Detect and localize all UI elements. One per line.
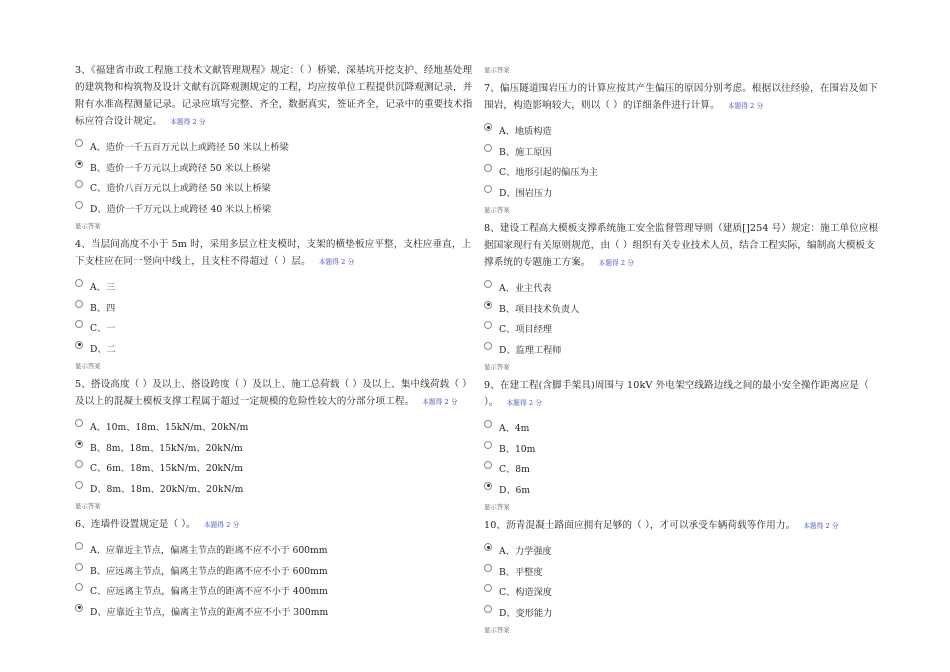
option-d[interactable] [484, 479, 884, 500]
radio-button[interactable] [75, 440, 83, 448]
option-label: A、10m、18m、15kN/m、20kN/m [90, 422, 249, 434]
question-6 [75, 516, 475, 621]
option-b[interactable] [484, 561, 884, 582]
option-list [484, 417, 884, 499]
question-10 [484, 517, 884, 635]
radio-button[interactable] [484, 164, 492, 172]
question-3 [75, 62, 475, 231]
option-list [484, 120, 884, 202]
radio-button[interactable] [484, 441, 492, 449]
option-list [75, 416, 475, 498]
question-text: 8、建设工程高大模板支撑系统施工安全监督管理导则（建质[]254 号）规定：施工单位应根据国家现行有关原则规范，由（ ）组织有关专业技术人员，结合工程实际，编制高大模板支撑系统的专题施工方案。 [484, 223, 879, 268]
question-text: 10、沥青混凝土路面应拥有足够的（ ），才可以承受车辆荷载等作用力。 [484, 520, 796, 531]
radio-button[interactable] [484, 420, 492, 428]
option-label: A、力学强度 [499, 546, 552, 558]
radio-button[interactable] [484, 321, 492, 329]
right-column [484, 62, 884, 640]
option-d[interactable] [484, 602, 884, 623]
option-label: D、6m [499, 484, 531, 496]
radio-button[interactable] [484, 564, 492, 572]
option-label: A、4m [499, 423, 530, 435]
option-label: B、8m、18m、15kN/m、20kN/m [90, 442, 243, 454]
score-label: 本题得 2 分 [506, 399, 543, 407]
option-c[interactable] [484, 458, 884, 479]
option-b[interactable] [75, 560, 475, 581]
option-d[interactable] [75, 338, 475, 359]
show-answer-link[interactable]: 显示答案 [75, 362, 101, 370]
option-label: C、8m [499, 464, 530, 476]
option-c[interactable] [484, 581, 884, 602]
option-label: C、一 [90, 323, 116, 335]
score-label: 本题得 2 分 [203, 521, 240, 529]
question-5 [75, 376, 475, 511]
show-answer-link[interactable]: 显示答案 [75, 222, 101, 230]
option-label: C、项目经理 [499, 324, 552, 336]
radio-button[interactable] [484, 605, 492, 613]
option-a[interactable] [484, 417, 884, 438]
question-4 [75, 236, 475, 371]
score-label: 本题得 2 分 [803, 522, 839, 530]
radio-button[interactable] [484, 342, 492, 350]
option-label: D、变形能力 [499, 607, 553, 619]
option-c[interactable] [75, 177, 475, 198]
show-answer-link[interactable]: 显示答案 [484, 206, 510, 214]
option-d[interactable] [75, 198, 475, 219]
radio-button[interactable] [484, 301, 492, 309]
left-column [75, 62, 475, 621]
question-7 [484, 80, 884, 215]
show-answer-link[interactable]: 显示答案 [484, 626, 510, 634]
question-8 [484, 220, 884, 372]
show-answer-link[interactable]: 显示答案 [484, 503, 510, 511]
option-a[interactable] [484, 277, 884, 298]
radio-button[interactable] [75, 320, 83, 328]
option-a[interactable] [484, 540, 884, 561]
option-label: D、监理工程师 [499, 344, 562, 356]
radio-button[interactable] [484, 461, 492, 469]
radio-button[interactable] [75, 300, 83, 308]
option-label: B、施工原因 [499, 146, 552, 158]
show-answer-link[interactable]: 显示答案 [484, 66, 510, 74]
option-list [484, 540, 884, 622]
option-label: B、平整度 [499, 566, 543, 578]
option-label: C、造价八百万元以上或跨径 50 米以上桥梁 [90, 183, 271, 195]
option-list [75, 136, 475, 218]
radio-button[interactable] [75, 139, 83, 147]
option-b[interactable] [484, 438, 884, 459]
option-label: A、三 [90, 282, 116, 294]
radio-button[interactable] [75, 180, 83, 188]
option-d[interactable] [484, 339, 884, 360]
option-label: A、应靠近主节点，偏离主节点的距离不应不小于 600mm [90, 545, 328, 557]
option-label: D、造价一千万元以上或跨径 40 米以上桥梁 [90, 203, 272, 215]
radio-button[interactable] [75, 542, 83, 550]
option-c[interactable] [75, 457, 475, 478]
option-b[interactable] [484, 298, 884, 319]
question-text: 3、《福建省市政工程施工技术文献管理规程》规定：（ ）桥梁、深基坑开挖支护、经地基处理的建筑物和构筑物及设计文献有沉降观测规定的工程，均应按单位工程提供沉降观测记录，并附有水准高程测量记录。记录应填写完整、齐全，数据真实，签证齐全，记录中的重要技术指标应符合设计规定。 [75, 65, 473, 127]
show-answer-link[interactable]: 显示答案 [75, 502, 101, 510]
option-label: B、项目技术负责人 [499, 303, 580, 315]
radio-button[interactable] [75, 563, 83, 571]
option-d[interactable] [75, 601, 475, 622]
option-label: A、业主代表 [499, 283, 552, 295]
option-c[interactable] [75, 317, 475, 338]
option-label: B、10m [499, 443, 536, 455]
score-label: 本题得 2 分 [318, 258, 355, 266]
option-a[interactable] [484, 120, 884, 141]
option-list [75, 539, 475, 621]
option-c[interactable] [484, 318, 884, 339]
option-label: D、应靠近主节点，偏离主节点的距离不应不小于 300mm [90, 606, 329, 618]
option-label: C、应远离主节点，偏离主节点的距离不应不小于 400mm [90, 586, 328, 598]
option-b[interactable] [484, 141, 884, 162]
option-list [75, 276, 475, 358]
option-label: B、造价一千万元以上或跨径 50 米以上桥梁 [90, 162, 271, 174]
option-a[interactable] [75, 416, 475, 437]
option-b[interactable] [75, 157, 475, 178]
show-answer-link[interactable]: 显示答案 [484, 363, 510, 371]
option-b[interactable] [75, 297, 475, 318]
option-label: A、造价一千五百万元以上或跨径 50 米以上桥梁 [90, 142, 289, 154]
option-label: D、二 [90, 343, 116, 355]
radio-button[interactable] [75, 160, 83, 168]
radio-button[interactable] [484, 482, 492, 490]
radio-button[interactable] [75, 201, 83, 209]
option-a[interactable] [75, 136, 475, 157]
radio-button[interactable] [75, 481, 83, 489]
question-text: 9、在建工程(含脚手架具)周围与 10kV 外电架空线路边线之间的最小安全操作距离应是（ ）。 [484, 380, 869, 408]
option-label: D、围岩压力 [499, 187, 553, 199]
radio-button[interactable] [484, 185, 492, 193]
option-a[interactable] [75, 539, 475, 560]
radio-button[interactable] [484, 123, 492, 131]
score-label: 本题得 2 分 [727, 102, 764, 110]
option-b[interactable] [75, 437, 475, 458]
question-9 [484, 377, 884, 512]
option-d[interactable] [484, 182, 884, 203]
score-label: 本题得 2 分 [170, 118, 206, 126]
option-d[interactable] [75, 478, 475, 499]
question-text: 6、连墙件设置规定是（ ）。 [75, 519, 196, 530]
radio-button[interactable] [75, 419, 83, 427]
radio-button[interactable] [75, 341, 83, 349]
score-label: 本题得 2 分 [598, 259, 635, 267]
option-label: C、构造深度 [499, 587, 552, 599]
score-label: 本题得 2 分 [422, 398, 458, 406]
radio-button[interactable] [75, 604, 83, 612]
question-text: 5、搭设高度（ ）及以上、搭设跨度（ ）及以上、施工总荷载（ ）及以上、集中线荷载（ ）及以上的混凝土模板支撑工程属于超过一定规模的危险性较大的分部分项工程。 [75, 379, 472, 407]
option-label: A、地质构造 [499, 126, 552, 138]
option-label: C、6m、18m、15kN/m、20kN/m [90, 463, 243, 475]
option-list [484, 277, 884, 359]
radio-button[interactable] [75, 279, 83, 287]
option-c[interactable] [484, 161, 884, 182]
radio-button[interactable] [75, 460, 83, 468]
radio-button[interactable] [484, 144, 492, 152]
option-label: B、四 [90, 302, 116, 314]
option-label: B、应远离主节点，偏离主节点的距离不应不小于 600mm [90, 565, 328, 577]
option-label: C、地形引起的偏压为主 [499, 167, 598, 179]
radio-button[interactable] [484, 584, 492, 592]
radio-button[interactable] [484, 543, 492, 551]
option-c[interactable] [75, 580, 475, 601]
question-text: 4、当层间高度不小于 5m 时，采用多层立柱支模时，支架的横垫板应平整，支柱应垂直，上下支柱应在同一竖向中线上，且支柱不得超过（ ）层。 [75, 239, 472, 267]
option-label: D、8m、18m、20kN/m、20kN/m [90, 483, 244, 495]
option-a[interactable] [75, 276, 475, 297]
radio-button[interactable] [484, 280, 492, 288]
radio-button[interactable] [75, 583, 83, 591]
question-text: 7、偏压隧道围岩压力的计算应按其产生偏压的原因分别考虑。根据以往经验，在围岩及如下围岩，构造影响较大，则以（ ）的详细条件进行计算。 [484, 83, 878, 111]
